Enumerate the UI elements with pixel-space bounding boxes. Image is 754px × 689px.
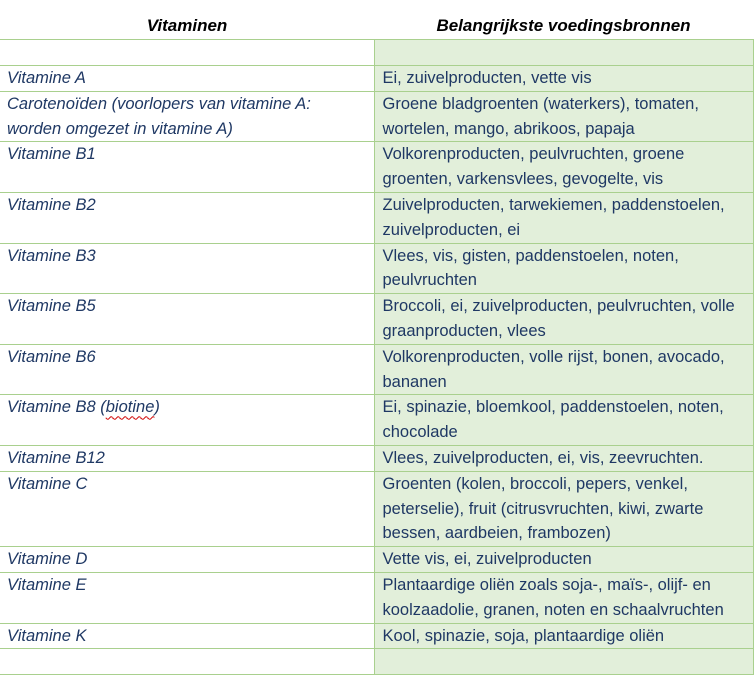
empty-row [0,40,753,66]
table-row [0,243,753,294]
table-row [0,623,753,649]
vitamin-sources: Vlees, zuivelproducten, ei, vis, zeevruchten. [374,445,753,471]
vitamin-name: Vitamine B3 [0,243,374,294]
table-row [0,471,753,546]
vitamin-sources: Groene bladgroenten (waterkers), tomaten, wortelen, mango, abrikoos, papaja [374,91,753,142]
vitamin-name: Vitamine B6 [0,344,374,395]
empty-cell [0,40,374,66]
vitamin-sources: Volkorenproducten, volle rijst, bonen, avocado, bananen [374,344,753,395]
vitamin-name: Vitamine K [0,623,374,649]
vitamin-sources: Broccoli, ei, zuivelproducten, peulvruchten, volle graanproducten, vlees [374,294,753,345]
header-sources: Belangrijkste voedingsbronnen [374,12,753,40]
table-row [0,395,753,446]
vitamin-sources: Ei, zuivelproducten, vette vis [374,66,753,92]
spellcheck-flagged-word: biotine [105,398,155,417]
vitamin-name-prefix: Vitamine B8 ( [7,398,106,417]
vitamin-name: Vitamine D [0,547,374,573]
table-row [0,66,753,92]
vitamin-name: Vitamine E [0,572,374,623]
vitamin-sources: Groenten (kolen, broccoli, pepers, venkel, peterselie), fruit (citrusvruchten, kiwi, zwarte bessen, aardbeien, frambozen) [374,471,753,546]
vitamin-sources: Kool, spinazie, soja, plantaardige oliën [374,623,753,649]
vitamin-sources: Plantaardige oliën zoals soja-, maïs-, olijf- en koolzaadolie, granen, noten en schaalvruchten [374,572,753,623]
table-row [0,547,753,573]
table-row [0,445,753,471]
vitamin-sources: Vette vis, ei, zuivelproducten [374,547,753,573]
vitamin-name: Vitamine B2 [0,192,374,243]
vitamin-name: Vitamine B1 [0,142,374,193]
vitamin-name: Carotenoïden (voorlopers van vitamine A: worden omgezet in vitamine A) [0,91,374,142]
vitamin-sources: Ei, spinazie, bloemkool, paddenstoelen, noten, chocolade [374,395,753,446]
vitamin-name-suffix: ) [154,398,160,417]
header-vitamins: Vitaminen [0,12,374,40]
vitamin-sources: Zuivelproducten, tarwekiemen, paddenstoelen, zuivelproducten, ei [374,192,753,243]
table-row [0,344,753,395]
vitamin-sources: Vlees, vis, gisten, paddenstoelen, noten, peulvruchten [374,243,753,294]
vitamin-name: Vitamine A [0,66,374,92]
vitamins-table [0,12,754,675]
vitamin-name: Vitamine B5 [0,294,374,345]
header-row [0,12,753,40]
empty-cell [374,40,753,66]
empty-row [0,649,753,675]
vitamin-name: Vitamine B12 [0,445,374,471]
table-row [0,572,753,623]
vitamin-sources: Volkorenproducten, peulvruchten, groene groenten, varkensvlees, gevogelte, vis [374,142,753,193]
table-row [0,294,753,345]
table-row [0,142,753,193]
vitamin-name: Vitamine C [0,471,374,546]
empty-cell [374,649,753,675]
table-row [0,91,753,142]
vitamin-name [0,395,374,446]
empty-cell [0,649,374,675]
table-row [0,192,753,243]
